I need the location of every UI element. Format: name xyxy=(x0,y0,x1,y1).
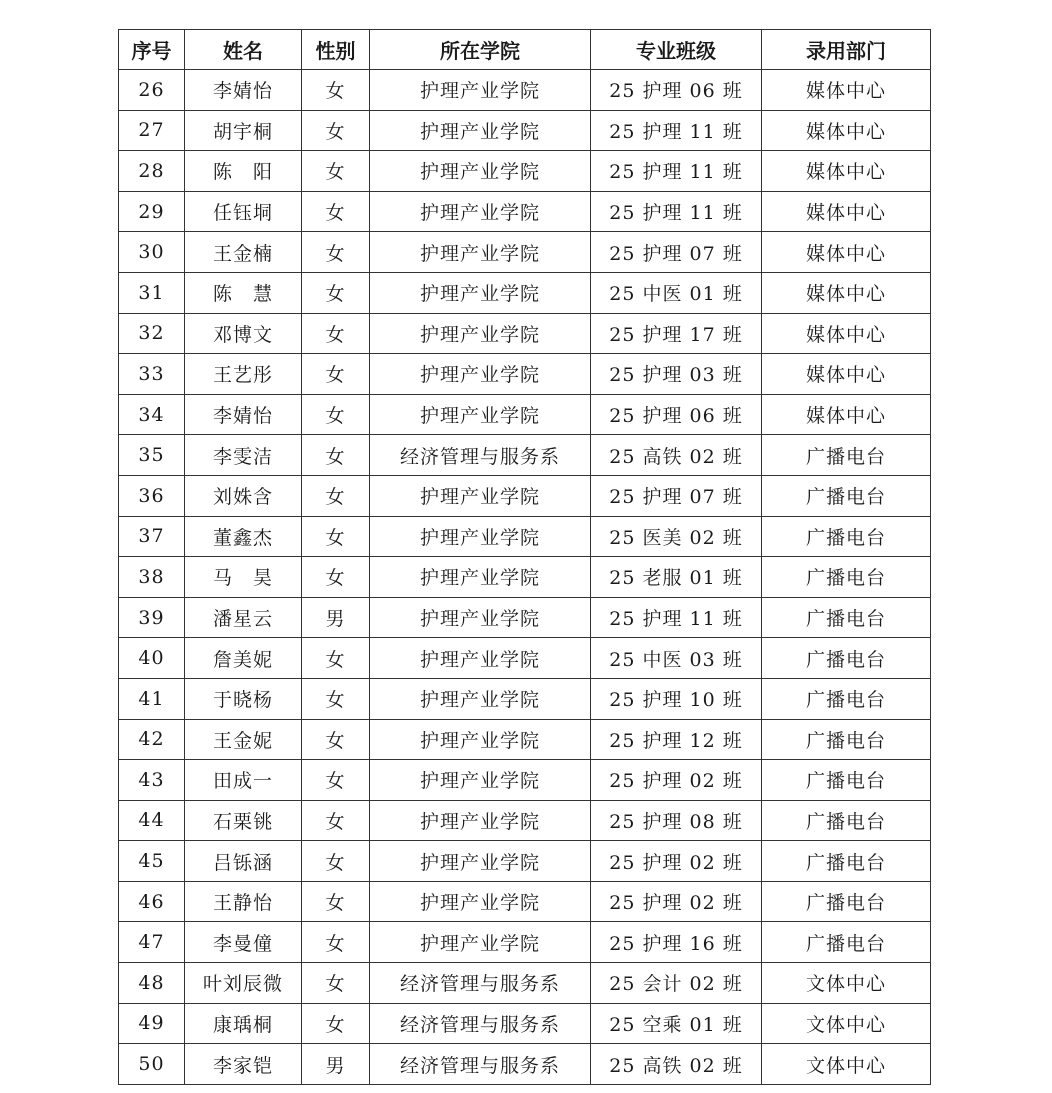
cell-gender: 女 xyxy=(302,435,370,476)
cell-serial: 38 xyxy=(119,557,185,598)
cell-gender: 女 xyxy=(302,881,370,922)
header-gender: 性别 xyxy=(302,30,370,70)
cell-department: 广播电台 xyxy=(762,638,931,679)
cell-gender: 女 xyxy=(302,922,370,963)
cell-serial: 45 xyxy=(119,841,185,882)
cell-gender: 女 xyxy=(302,354,370,395)
cell-department: 媒体中心 xyxy=(762,151,931,192)
cell-name: 康瑀桐 xyxy=(185,1003,302,1044)
table-row xyxy=(119,394,931,435)
table-row xyxy=(119,110,931,151)
cell-college: 护理产业学院 xyxy=(370,760,591,801)
cell-gender: 女 xyxy=(302,394,370,435)
table-row xyxy=(119,151,931,192)
cell-gender: 女 xyxy=(302,841,370,882)
cell-serial: 50 xyxy=(119,1044,185,1085)
cell-class: 25 护理 06 班 xyxy=(591,394,762,435)
table-row xyxy=(119,760,931,801)
cell-name: 王金妮 xyxy=(185,719,302,760)
cell-gender: 女 xyxy=(302,760,370,801)
cell-class: 25 护理 10 班 xyxy=(591,678,762,719)
cell-class: 25 护理 02 班 xyxy=(591,881,762,922)
cell-serial: 41 xyxy=(119,678,185,719)
cell-serial: 49 xyxy=(119,1003,185,1044)
table-row xyxy=(119,1044,931,1085)
cell-college: 护理产业学院 xyxy=(370,475,591,516)
cell-class: 25 护理 17 班 xyxy=(591,313,762,354)
cell-college: 护理产业学院 xyxy=(370,70,591,111)
table-row xyxy=(119,313,931,354)
cell-name: 李婧怡 xyxy=(185,394,302,435)
cell-department: 媒体中心 xyxy=(762,272,931,313)
cell-gender: 女 xyxy=(302,516,370,557)
cell-name: 王金楠 xyxy=(185,232,302,273)
table-row xyxy=(119,557,931,598)
cell-name: 李曼僮 xyxy=(185,922,302,963)
cell-gender: 女 xyxy=(302,963,370,1004)
table-row xyxy=(119,191,931,232)
table-row xyxy=(119,678,931,719)
cell-serial: 47 xyxy=(119,922,185,963)
header-college: 所在学院 xyxy=(370,30,591,70)
cell-gender: 女 xyxy=(302,313,370,354)
cell-serial: 44 xyxy=(119,800,185,841)
table-row xyxy=(119,516,931,557)
cell-name: 陈 阳 xyxy=(185,151,302,192)
cell-serial: 48 xyxy=(119,963,185,1004)
cell-serial: 34 xyxy=(119,394,185,435)
cell-class: 25 空乘 01 班 xyxy=(591,1003,762,1044)
cell-name: 潘星云 xyxy=(185,597,302,638)
cell-name: 石栗铫 xyxy=(185,800,302,841)
cell-gender: 女 xyxy=(302,70,370,111)
cell-college: 护理产业学院 xyxy=(370,151,591,192)
cell-name: 詹美妮 xyxy=(185,638,302,679)
cell-department: 文体中心 xyxy=(762,1003,931,1044)
cell-class: 25 护理 02 班 xyxy=(591,841,762,882)
cell-department: 媒体中心 xyxy=(762,232,931,273)
cell-class: 25 医美 02 班 xyxy=(591,516,762,557)
cell-gender: 女 xyxy=(302,191,370,232)
cell-name: 董鑫杰 xyxy=(185,516,302,557)
table-row xyxy=(119,475,931,516)
cell-department: 广播电台 xyxy=(762,597,931,638)
cell-college: 护理产业学院 xyxy=(370,922,591,963)
cell-serial: 37 xyxy=(119,516,185,557)
table-row xyxy=(119,354,931,395)
cell-name: 马 昊 xyxy=(185,557,302,598)
cell-class: 25 护理 06 班 xyxy=(591,70,762,111)
cell-college: 经济管理与服务系 xyxy=(370,963,591,1004)
cell-serial: 27 xyxy=(119,110,185,151)
cell-department: 广播电台 xyxy=(762,516,931,557)
table-row xyxy=(119,719,931,760)
cell-name: 任钰垌 xyxy=(185,191,302,232)
cell-name: 田成一 xyxy=(185,760,302,801)
cell-class: 25 中医 01 班 xyxy=(591,272,762,313)
cell-serial: 31 xyxy=(119,272,185,313)
cell-serial: 46 xyxy=(119,881,185,922)
cell-department: 广播电台 xyxy=(762,435,931,476)
table-row xyxy=(119,881,931,922)
header-row xyxy=(119,30,931,70)
cell-gender: 女 xyxy=(302,1003,370,1044)
cell-gender: 女 xyxy=(302,110,370,151)
table-row xyxy=(119,1003,931,1044)
cell-serial: 40 xyxy=(119,638,185,679)
table-row xyxy=(119,435,931,476)
cell-department: 媒体中心 xyxy=(762,70,931,111)
cell-department: 广播电台 xyxy=(762,475,931,516)
cell-gender: 女 xyxy=(302,557,370,598)
cell-gender: 女 xyxy=(302,800,370,841)
header-serial: 序号 xyxy=(119,30,185,70)
cell-college: 护理产业学院 xyxy=(370,232,591,273)
cell-department: 广播电台 xyxy=(762,800,931,841)
header-name: 姓名 xyxy=(185,30,302,70)
cell-college: 护理产业学院 xyxy=(370,516,591,557)
cell-department: 广播电台 xyxy=(762,881,931,922)
cell-college: 护理产业学院 xyxy=(370,881,591,922)
cell-college: 护理产业学院 xyxy=(370,638,591,679)
cell-name: 于晓杨 xyxy=(185,678,302,719)
cell-class: 25 护理 08 班 xyxy=(591,800,762,841)
cell-serial: 30 xyxy=(119,232,185,273)
roster-body xyxy=(119,70,931,1085)
cell-gender: 女 xyxy=(302,272,370,313)
cell-class: 25 护理 11 班 xyxy=(591,191,762,232)
cell-class: 25 护理 03 班 xyxy=(591,354,762,395)
cell-department: 广播电台 xyxy=(762,678,931,719)
cell-department: 媒体中心 xyxy=(762,110,931,151)
cell-department: 广播电台 xyxy=(762,719,931,760)
cell-class: 25 护理 07 班 xyxy=(591,475,762,516)
cell-serial: 33 xyxy=(119,354,185,395)
cell-department: 媒体中心 xyxy=(762,394,931,435)
cell-college: 护理产业学院 xyxy=(370,191,591,232)
cell-class: 25 老服 01 班 xyxy=(591,557,762,598)
header-department: 录用部门 xyxy=(762,30,931,70)
cell-serial: 39 xyxy=(119,597,185,638)
cell-name: 李雯洁 xyxy=(185,435,302,476)
cell-department: 广播电台 xyxy=(762,922,931,963)
cell-college: 护理产业学院 xyxy=(370,800,591,841)
cell-gender: 男 xyxy=(302,597,370,638)
cell-gender: 女 xyxy=(302,638,370,679)
cell-name: 叶刘辰微 xyxy=(185,963,302,1004)
cell-college: 护理产业学院 xyxy=(370,557,591,598)
cell-class: 25 高铁 02 班 xyxy=(591,1044,762,1085)
cell-name: 邓博文 xyxy=(185,313,302,354)
cell-class: 25 高铁 02 班 xyxy=(591,435,762,476)
cell-college: 护理产业学院 xyxy=(370,719,591,760)
table-row xyxy=(119,232,931,273)
cell-gender: 女 xyxy=(302,678,370,719)
cell-class: 25 护理 11 班 xyxy=(591,110,762,151)
cell-serial: 28 xyxy=(119,151,185,192)
cell-college: 护理产业学院 xyxy=(370,597,591,638)
table-row xyxy=(119,272,931,313)
cell-college: 经济管理与服务系 xyxy=(370,435,591,476)
table-row xyxy=(119,638,931,679)
cell-college: 护理产业学院 xyxy=(370,354,591,395)
cell-class: 25 护理 11 班 xyxy=(591,151,762,192)
cell-department: 媒体中心 xyxy=(762,354,931,395)
cell-serial: 26 xyxy=(119,70,185,111)
cell-class: 25 护理 12 班 xyxy=(591,719,762,760)
table-row xyxy=(119,963,931,1004)
cell-name: 陈 慧 xyxy=(185,272,302,313)
cell-college: 护理产业学院 xyxy=(370,841,591,882)
cell-name: 胡宇桐 xyxy=(185,110,302,151)
cell-college: 经济管理与服务系 xyxy=(370,1044,591,1085)
cell-gender: 女 xyxy=(302,475,370,516)
cell-class: 25 护理 11 班 xyxy=(591,597,762,638)
cell-class: 25 护理 16 班 xyxy=(591,922,762,963)
cell-name: 李家铠 xyxy=(185,1044,302,1085)
cell-serial: 32 xyxy=(119,313,185,354)
cell-gender: 女 xyxy=(302,232,370,273)
cell-serial: 42 xyxy=(119,719,185,760)
cell-name: 刘姝含 xyxy=(185,475,302,516)
cell-class: 25 会计 02 班 xyxy=(591,963,762,1004)
cell-class: 25 护理 07 班 xyxy=(591,232,762,273)
header-class: 专业班级 xyxy=(591,30,762,70)
cell-class: 25 护理 02 班 xyxy=(591,760,762,801)
table-row xyxy=(119,800,931,841)
cell-name: 王艺彤 xyxy=(185,354,302,395)
cell-gender: 女 xyxy=(302,151,370,192)
cell-name: 吕铄涵 xyxy=(185,841,302,882)
cell-department: 文体中心 xyxy=(762,963,931,1004)
cell-department: 媒体中心 xyxy=(762,191,931,232)
cell-college: 护理产业学院 xyxy=(370,110,591,151)
table-row xyxy=(119,922,931,963)
cell-college: 护理产业学院 xyxy=(370,272,591,313)
roster-table xyxy=(118,29,931,1085)
table-row xyxy=(119,597,931,638)
cell-department: 广播电台 xyxy=(762,557,931,598)
cell-college: 护理产业学院 xyxy=(370,313,591,354)
cell-department: 广播电台 xyxy=(762,760,931,801)
cell-serial: 36 xyxy=(119,475,185,516)
cell-department: 媒体中心 xyxy=(762,313,931,354)
table-row xyxy=(119,841,931,882)
cell-name: 李婧怡 xyxy=(185,70,302,111)
cell-name: 王静怡 xyxy=(185,881,302,922)
cell-college: 护理产业学院 xyxy=(370,394,591,435)
cell-gender: 女 xyxy=(302,719,370,760)
cell-serial: 43 xyxy=(119,760,185,801)
cell-gender: 男 xyxy=(302,1044,370,1085)
cell-serial: 35 xyxy=(119,435,185,476)
cell-department: 广播电台 xyxy=(762,841,931,882)
cell-class: 25 中医 03 班 xyxy=(591,638,762,679)
cell-department: 文体中心 xyxy=(762,1044,931,1085)
cell-college: 护理产业学院 xyxy=(370,678,591,719)
table-row xyxy=(119,70,931,111)
cell-college: 经济管理与服务系 xyxy=(370,1003,591,1044)
cell-serial: 29 xyxy=(119,191,185,232)
